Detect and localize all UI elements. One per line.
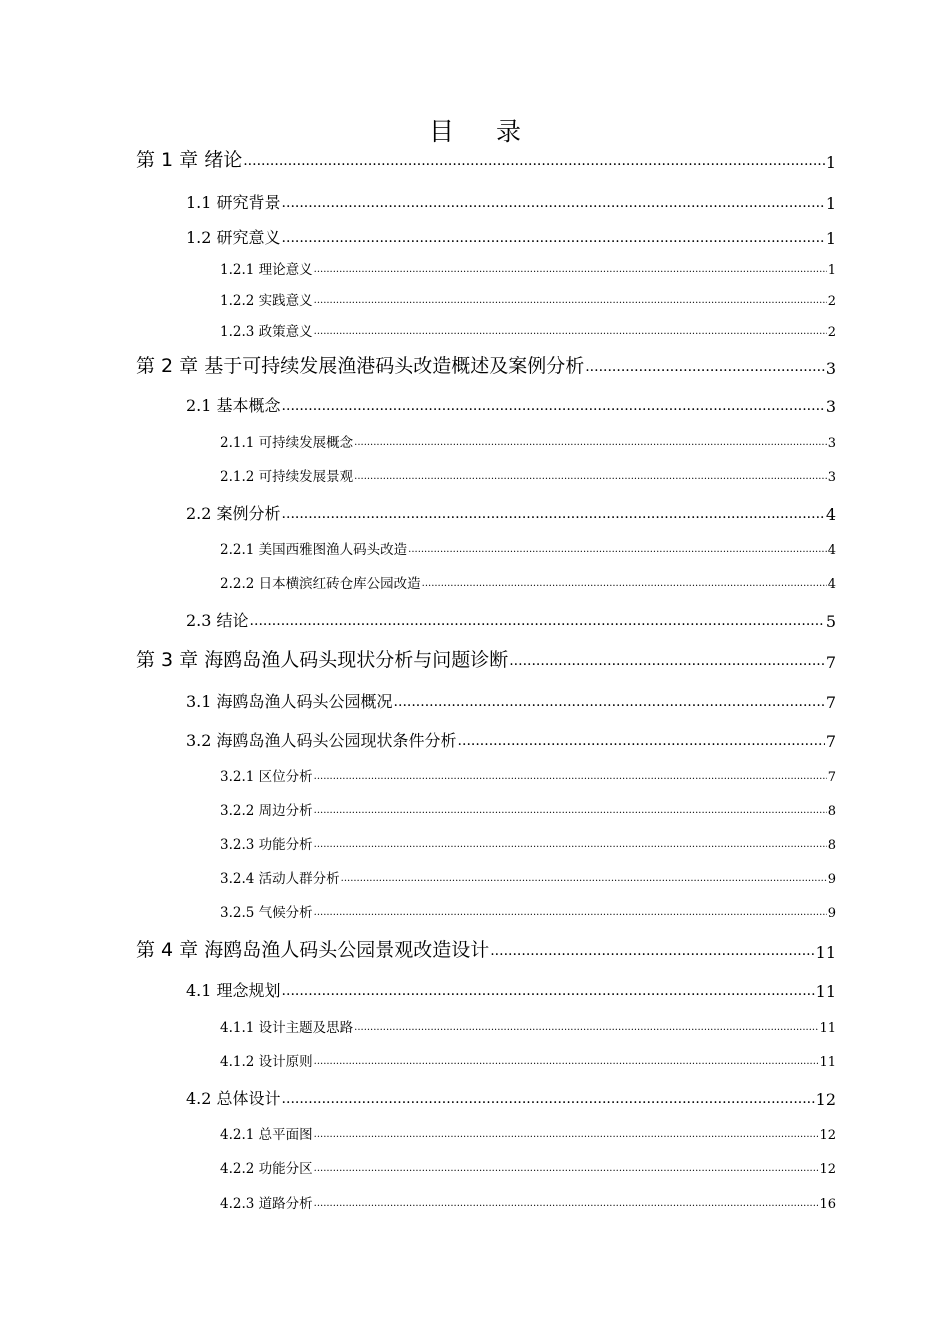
toc-section-4-1[interactable]	[186, 977, 836, 1001]
toc-label: 3.2 海鸥岛渔人码头公园现状条件分析	[186, 731, 457, 750]
toc-page-number: 2	[827, 325, 836, 340]
toc-subsection-3-2-1[interactable]	[220, 765, 836, 785]
toc-label: 第 4 章 海鸥岛渔人码头公园景观改造设计	[136, 939, 490, 961]
toc-subsection-2-1-1[interactable]	[220, 431, 836, 451]
toc-page-number: 5	[825, 612, 836, 631]
toc-section-3-2[interactable]	[186, 727, 836, 751]
toc-page-number: 4	[825, 505, 836, 524]
toc-page-number: 11	[819, 1055, 836, 1070]
toc-page-number: 3	[825, 397, 836, 416]
toc-subsection-1-2-1[interactable]	[220, 258, 836, 278]
toc-page-number: 1	[825, 153, 836, 172]
toc-leader	[250, 611, 825, 631]
toc-leader	[490, 940, 814, 962]
toc-subsection-3-2-2[interactable]	[220, 799, 836, 819]
toc-page-number: 4	[827, 577, 836, 592]
toc-leader	[314, 905, 827, 921]
toc-label: 1.2.2 实践意义	[220, 293, 313, 309]
toc-leader	[314, 262, 827, 278]
toc-page-number: 3	[827, 436, 836, 451]
toc-section-1-1[interactable]	[186, 189, 836, 213]
toc-page-number: 16	[819, 1197, 836, 1212]
toc-leader	[422, 576, 827, 592]
toc-chapter-4[interactable]	[136, 936, 836, 962]
toc-leader	[314, 803, 827, 819]
toc-chapter-3[interactable]	[136, 646, 836, 672]
toc-label: 1.1 研究背景	[186, 193, 281, 212]
toc-page-number: 1	[827, 263, 836, 278]
toc-leader	[314, 293, 827, 309]
toc-label: 第 2 章 基于可持续发展渔港码头改造概述及案例分析	[136, 355, 585, 377]
toc-label: 1.2 研究意义	[186, 228, 281, 247]
toc-page-number: 11	[815, 943, 836, 962]
toc-label: 2.2.1 美国西雅图渔人码头改造	[220, 542, 408, 558]
toc-page-number: 7	[827, 770, 836, 785]
toc-page-number: 8	[827, 838, 836, 853]
toc-page-number: 7	[825, 732, 836, 751]
toc-subsection-1-2-2[interactable]	[220, 289, 836, 309]
toc-label: 4.1 理念规划	[186, 981, 281, 1000]
toc-leader	[314, 1127, 819, 1143]
toc-page-number: 12	[819, 1128, 836, 1143]
toc-leader	[354, 435, 827, 451]
toc-page-number: 2	[827, 294, 836, 309]
toc-label: 2.3 结论	[186, 611, 249, 630]
toc-leader	[314, 1161, 819, 1177]
toc-label: 2.1 基本概念	[186, 396, 281, 415]
toc-label: 3.2.3 功能分析	[220, 837, 313, 853]
toc-section-3-1[interactable]	[186, 688, 836, 712]
title-char-left: 目	[428, 117, 454, 146]
toc-label: 3.2.4 活动人群分析	[220, 871, 340, 887]
toc-label: 2.1.2 可持续发展景观	[220, 469, 354, 485]
toc-leader	[354, 469, 827, 485]
toc-page-number: 9	[827, 906, 836, 921]
toc-subsection-3-2-5[interactable]	[220, 901, 836, 921]
toc-leader	[585, 356, 825, 378]
toc-page-number: 8	[827, 804, 836, 819]
toc-label: 4.2.2 功能分区	[220, 1161, 313, 1177]
title-char-right: 录	[496, 117, 522, 146]
toc-leader	[394, 692, 825, 712]
toc-section-4-2[interactable]	[186, 1085, 836, 1109]
toc-label: 2.2.2 日本横滨红砖仓库公园改造	[220, 576, 421, 592]
toc-page-number: 1	[825, 229, 836, 248]
toc-page-number: 12	[819, 1162, 836, 1177]
toc-subsection-2-2-1[interactable]	[220, 538, 836, 558]
toc-label: 3.2.2 周边分析	[220, 803, 313, 819]
toc-label: 4.1.1 设计主题及思路	[220, 1020, 354, 1036]
toc-leader	[314, 324, 827, 340]
toc-page-number: 9	[827, 872, 836, 887]
toc-leader	[509, 650, 825, 672]
toc-label: 4.1.2 设计原则	[220, 1054, 313, 1070]
toc-subsection-4-2-1[interactable]	[220, 1123, 836, 1143]
toc-label: 第 3 章 海鸥岛渔人码头现状分析与问题诊断	[136, 649, 509, 671]
toc-chapter-2[interactable]	[136, 352, 836, 378]
toc-page-number: 7	[825, 653, 836, 672]
toc-page-number: 3	[825, 359, 836, 378]
toc-subsection-4-1-1[interactable]	[220, 1016, 836, 1036]
toc-leader	[341, 871, 827, 887]
toc-leader	[282, 228, 825, 248]
toc-label: 1.2.3 政策意义	[220, 324, 313, 340]
toc-subsection-4-1-2[interactable]	[220, 1050, 836, 1070]
toc-page-number: 1	[825, 194, 836, 213]
toc-leader	[314, 1196, 819, 1212]
toc-label: 4.2.3 道路分析	[220, 1196, 313, 1212]
toc-chapter-1[interactable]	[136, 146, 836, 172]
toc-leader	[282, 504, 825, 524]
toc-leader	[282, 1089, 815, 1109]
toc-label: 3.2.5 气候分析	[220, 905, 313, 921]
toc-page-number: 7	[825, 693, 836, 712]
toc-label: 3.2.1 区位分析	[220, 769, 313, 785]
toc-label: 3.1 海鸥岛渔人码头公园概况	[186, 692, 393, 711]
toc-leader	[354, 1020, 818, 1036]
toc-subsection-3-2-4[interactable]	[220, 867, 836, 887]
toc-leader	[458, 731, 825, 751]
toc-section-1-2[interactable]	[186, 224, 836, 248]
toc-subsection-1-2-3[interactable]	[220, 320, 836, 340]
toc-leader	[314, 1054, 819, 1070]
toc-leader	[408, 542, 827, 558]
toc-label: 1.2.1 理论意义	[220, 262, 313, 278]
toc-subsection-4-2-2[interactable]	[220, 1157, 836, 1177]
toc-leader	[282, 981, 815, 1001]
toc-page-number: 4	[827, 543, 836, 558]
toc-label: 2.1.1 可持续发展概念	[220, 435, 354, 451]
toc-page-number: 11	[819, 1021, 836, 1036]
toc-leader	[243, 150, 825, 172]
toc-subsection-4-2-3[interactable]	[220, 1192, 836, 1212]
toc-label: 第 1 章 绪论	[136, 149, 243, 171]
toc-subsection-3-2-3[interactable]	[220, 833, 836, 853]
toc-page-number: 12	[815, 1090, 836, 1109]
toc-subsection-2-1-2[interactable]	[220, 465, 836, 485]
toc-section-2-2[interactable]	[186, 500, 836, 524]
toc-section-2-1[interactable]	[186, 392, 836, 416]
toc-leader	[314, 769, 827, 785]
toc-label: 2.2 案例分析	[186, 504, 281, 523]
toc-page-number: 11	[815, 982, 836, 1001]
toc-label: 4.2 总体设计	[186, 1089, 281, 1108]
toc-label: 4.2.1 总平面图	[220, 1127, 313, 1143]
toc-leader	[282, 193, 825, 213]
toc-page-number: 3	[827, 470, 836, 485]
toc-leader	[314, 837, 827, 853]
toc-section-2-3[interactable]	[186, 607, 836, 631]
toc-subsection-2-2-2[interactable]	[220, 572, 836, 592]
toc-leader	[282, 396, 825, 416]
